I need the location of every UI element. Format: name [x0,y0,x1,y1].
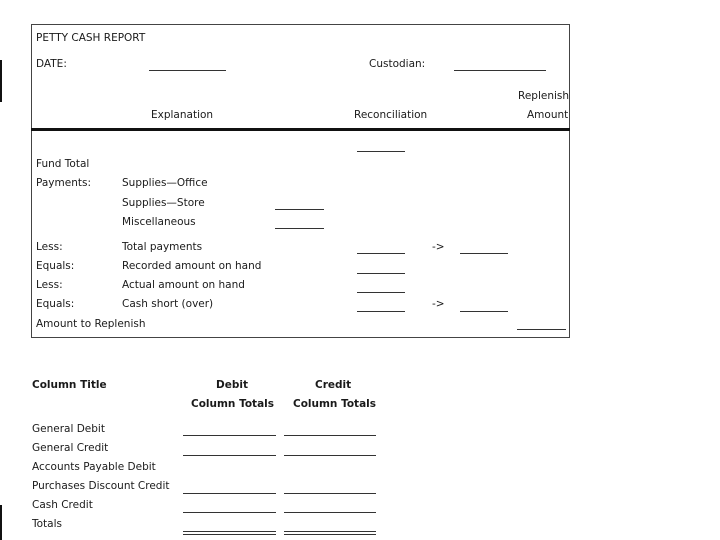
supplies-store-line[interactable] [275,209,324,210]
column-title-header: Column Title [32,379,107,391]
credit-subheader: Column Totals [293,398,377,410]
petty-cash-report-box [31,24,570,338]
cash-short-replenish-line[interactable] [460,311,508,312]
explanation-header: Explanation [151,109,214,121]
date-field[interactable] [149,70,226,71]
total-payments-replenish-line[interactable] [460,253,508,254]
supplies-store-label: Supplies—Store [122,197,205,209]
supplies-office-label: Supplies—Office [122,177,208,189]
purchases-discount-debit-line[interactable] [183,493,276,494]
purchases-discount-credit-line[interactable] [284,493,376,494]
recorded-amount-label: Recorded amount on hand [122,260,262,272]
general-debit-credit-line[interactable] [284,435,376,436]
general-debit-debit-line[interactable] [183,435,276,436]
totals-debit-double-line[interactable] [183,531,276,535]
arrow: -> [432,298,445,310]
custodian-field[interactable] [454,70,546,71]
actual-amount-label: Actual amount on hand [122,279,245,291]
totals-credit-double-line[interactable] [284,531,376,535]
fund-total-label: Fund Total [36,158,90,170]
row-totals: Totals [32,518,62,530]
replenish-header-line1: Replenish [518,90,570,102]
payments-label: Payments: [36,177,91,189]
row-purchases-discount-credit: Purchases Discount Credit [32,480,170,492]
row-general-credit: General Credit [32,442,109,454]
equals-label: Equals: [36,298,75,310]
actual-amount-line[interactable] [357,292,405,293]
cash-credit-debit-line[interactable] [183,512,276,513]
report-title: PETTY CASH REPORT [36,32,146,44]
arrow: -> [432,241,445,253]
cash-credit-credit-line[interactable] [284,512,376,513]
cash-short-label: Cash short (over) [122,298,214,310]
cash-short-line[interactable] [357,311,405,312]
date-label: DATE: [36,58,67,70]
credit-header: Credit [315,379,352,391]
custodian-label: Custodian: [369,58,426,70]
row-general-debit: General Debit [32,423,105,435]
equals-label: Equals: [36,260,75,272]
amount-to-replenish-line[interactable] [517,329,566,330]
fund-total-line[interactable] [357,151,405,152]
total-payments-label: Total payments [122,241,203,253]
amount-to-replenish-label: Amount to Replenish [36,318,146,330]
general-credit-debit-line[interactable] [183,455,276,456]
total-payments-line[interactable] [357,253,405,254]
miscellaneous-line[interactable] [275,228,324,229]
miscellaneous-label: Miscellaneous [122,216,196,228]
replenish-header-line2: Amount [527,109,569,121]
debit-header: Debit [216,379,248,391]
left-edge-mark [0,505,2,540]
less-label: Less: [36,241,63,253]
header-divider [31,128,570,131]
row-cash-credit: Cash Credit [32,499,93,511]
left-edge-mark [0,60,2,102]
debit-subheader: Column Totals [191,398,275,410]
general-credit-credit-line[interactable] [284,455,376,456]
recorded-amount-line[interactable] [357,273,405,274]
less-label: Less: [36,279,63,291]
row-accounts-payable-debit: Accounts Payable Debit [32,461,156,473]
reconciliation-header: Reconciliation [354,109,428,121]
